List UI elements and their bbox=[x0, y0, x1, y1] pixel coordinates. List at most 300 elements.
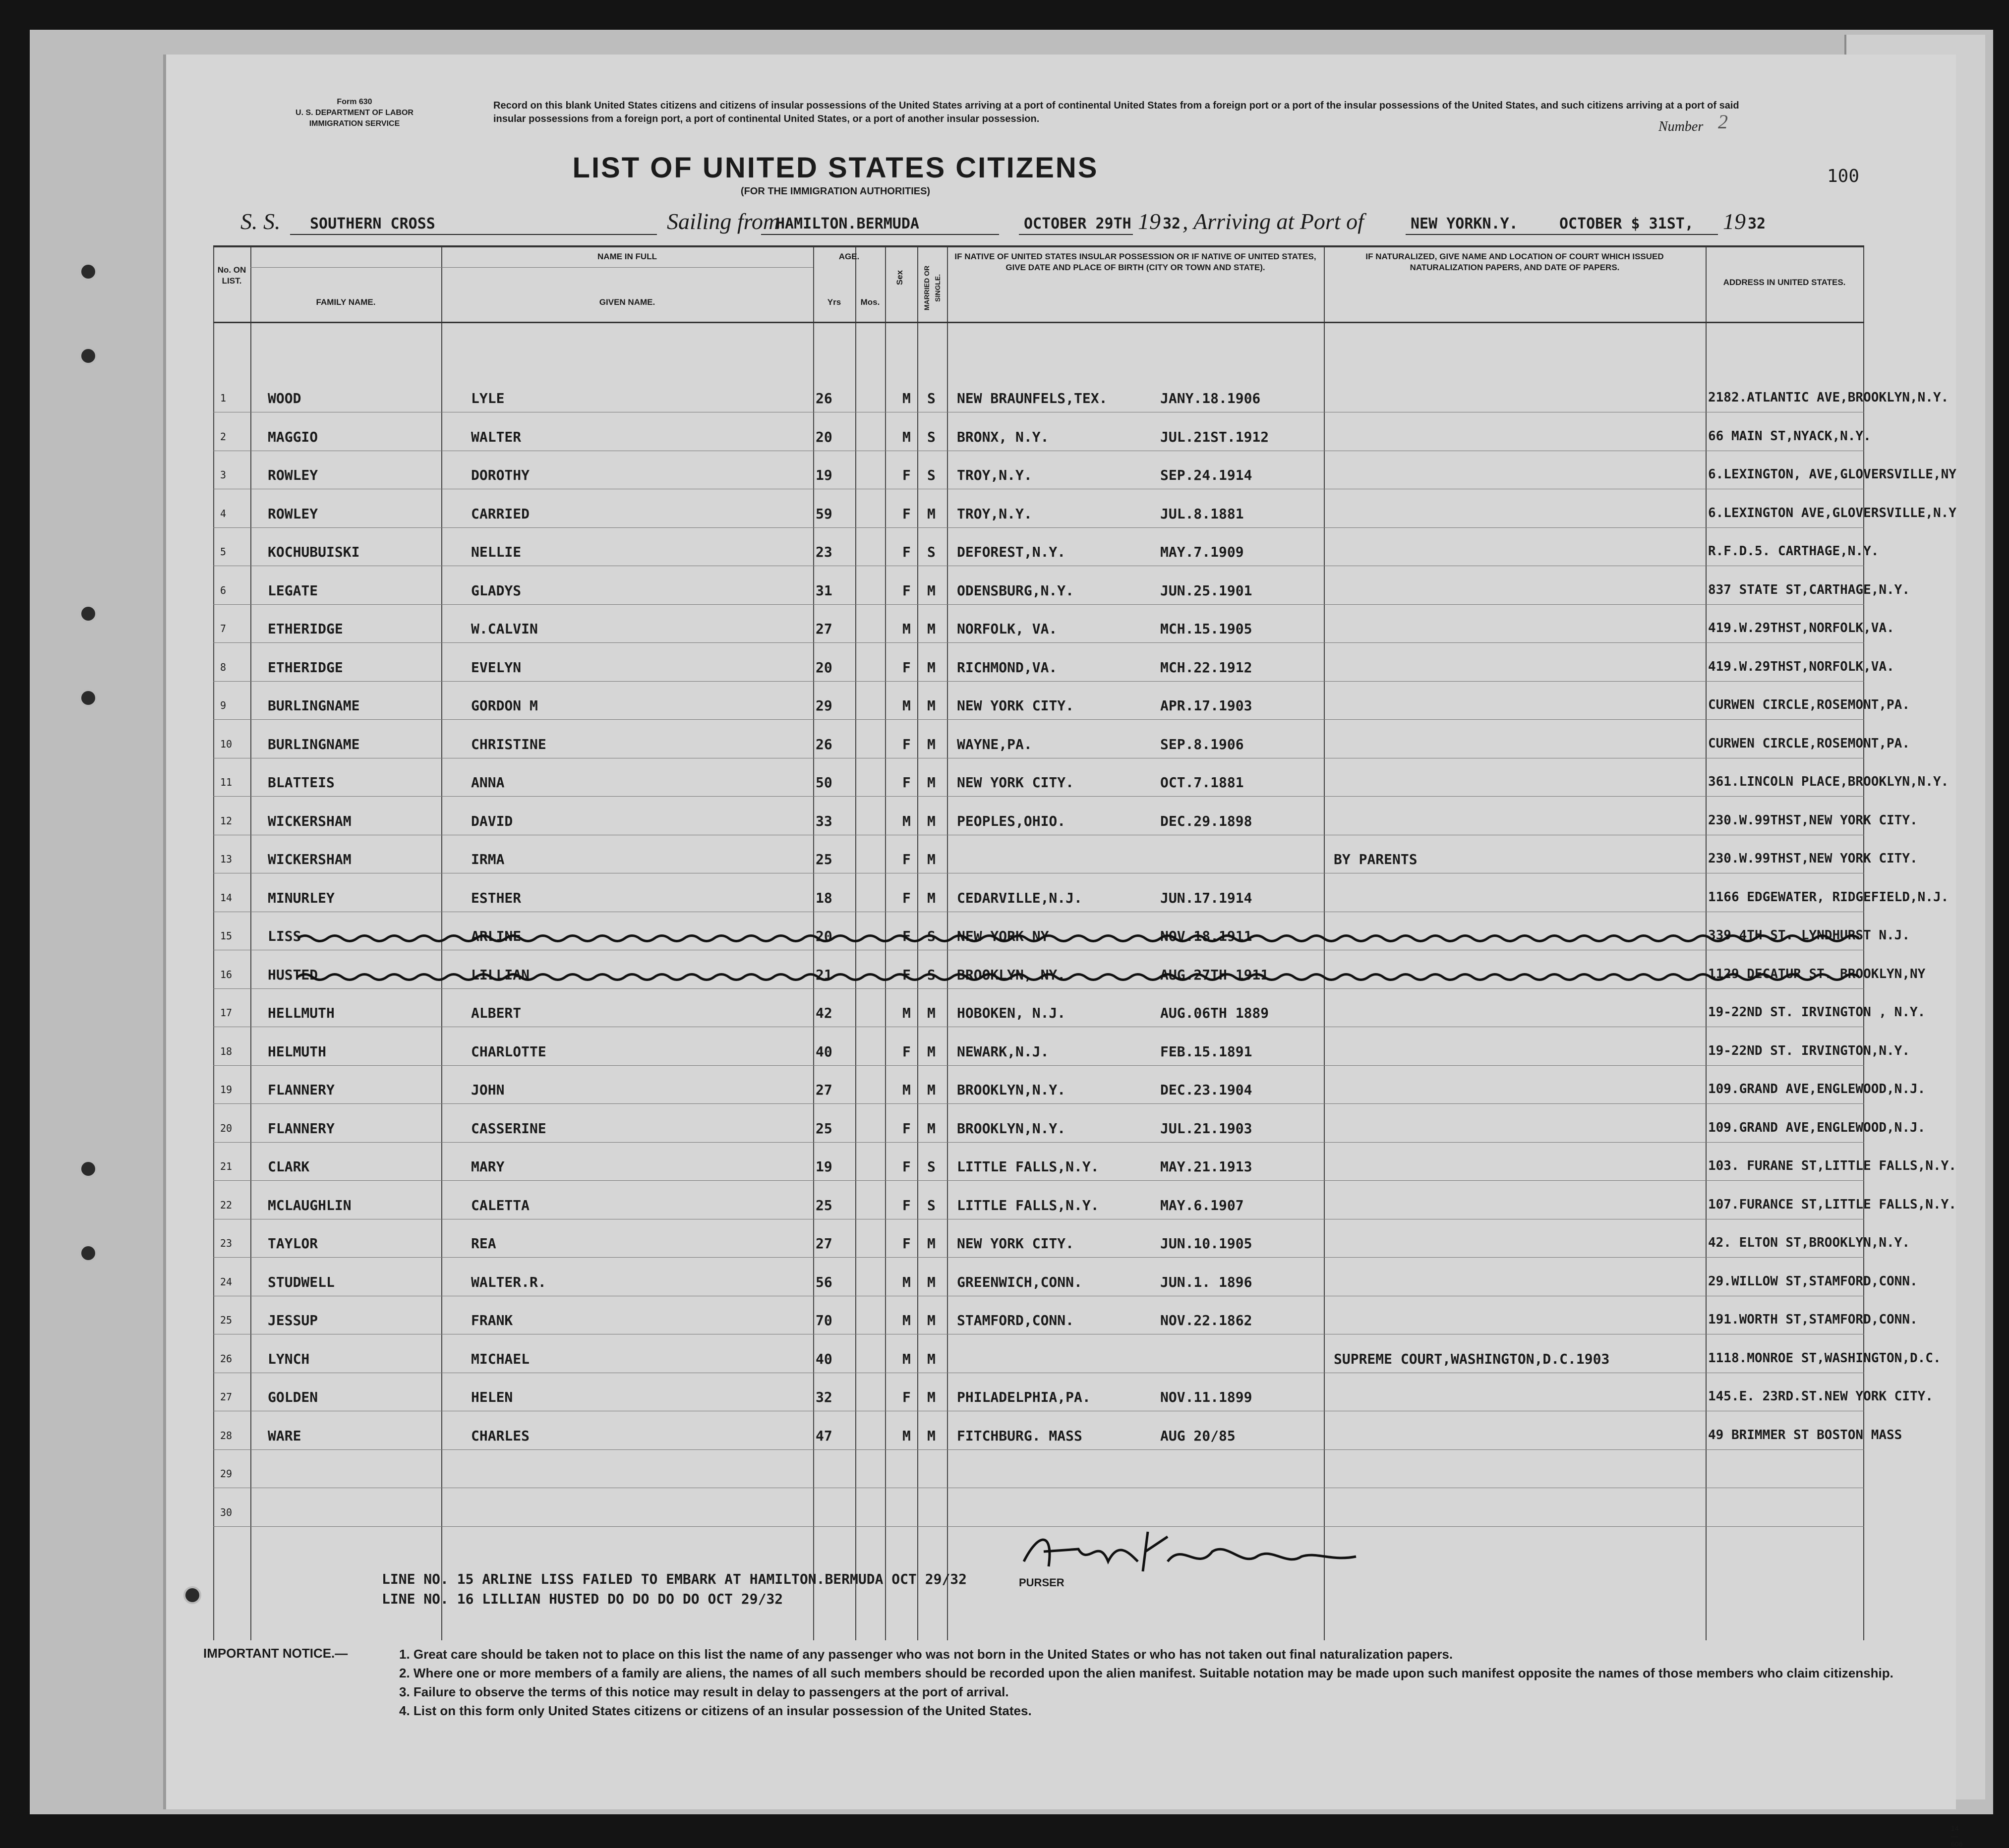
given-name-cell: WALTER bbox=[471, 428, 522, 445]
birth-place-cell: PHILADELPHIA,PA. bbox=[957, 1389, 1091, 1405]
marital-status-cell: S bbox=[927, 428, 936, 445]
us-address-cell: 191.WORTH ST,STAMFORD,CONN. bbox=[1708, 1312, 1918, 1327]
age-years-cell: 20 bbox=[816, 428, 832, 445]
marital-status-cell: S bbox=[927, 966, 936, 983]
sail-year-prefix: 19 bbox=[1138, 209, 1161, 234]
sex-cell: M bbox=[902, 1005, 911, 1021]
arriving-label: , Arriving at Port of bbox=[1182, 209, 1364, 234]
table-row bbox=[213, 1144, 1956, 1180]
family-name-cell: FLANNERY bbox=[268, 1082, 335, 1098]
us-address-cell: 1129 DECATUR ST. BROOKLYN,NY bbox=[1708, 966, 1926, 982]
row-number-cell: 13 bbox=[220, 853, 233, 865]
naturalization-court-cell: BY PARENTS bbox=[1334, 851, 1418, 867]
birth-date-cell: JUN.17.1914 bbox=[1160, 889, 1252, 906]
family-name-cell: CLARK bbox=[268, 1158, 310, 1175]
given-name-cell: GORDON M bbox=[471, 697, 538, 714]
table-row bbox=[213, 1490, 1864, 1526]
sex-cell: F bbox=[902, 889, 911, 906]
given-name-cell: ARLINE bbox=[471, 928, 522, 944]
us-address-cell: 145.E. 23RD.ST.NEW YORK CITY. bbox=[1708, 1389, 1933, 1404]
row-number-cell: 2 bbox=[220, 430, 227, 443]
given-name-cell: LILLIAN bbox=[471, 966, 530, 983]
age-years-cell: 27 bbox=[816, 1235, 832, 1252]
birth-date-cell: AUG.27TH 1911 bbox=[1160, 966, 1269, 983]
given-name-cell: DAVID bbox=[471, 812, 513, 829]
marital-status-cell: S bbox=[927, 544, 936, 560]
birth-place-cell: NEW YORK CITY. bbox=[957, 774, 1074, 791]
family-name-cell: WOOD bbox=[268, 390, 301, 406]
given-name-cell: LYLE bbox=[471, 390, 505, 406]
table-row bbox=[213, 491, 1956, 527]
given-name-cell: ESTHER bbox=[471, 889, 522, 906]
binder-hole bbox=[79, 1244, 97, 1262]
family-name-cell: MINURLEY bbox=[268, 889, 335, 906]
family-name-cell: LYNCH bbox=[268, 1350, 310, 1367]
row-number-cell: 25 bbox=[220, 1314, 233, 1326]
marital-status-cell: M bbox=[927, 851, 936, 867]
sex-cell: M bbox=[902, 1427, 911, 1444]
birth-date-cell: AUG 20/85 bbox=[1160, 1427, 1236, 1444]
strikethrough-line bbox=[297, 972, 1859, 982]
header-name-in-full: NAME IN FULL bbox=[597, 252, 657, 261]
us-address-cell: 109.GRAND AVE,ENGLEWOOD,N.J. bbox=[1708, 1120, 1926, 1135]
sex-cell: F bbox=[902, 1120, 911, 1137]
row-number-cell: 9 bbox=[220, 699, 227, 711]
header-age: AGE. bbox=[838, 252, 860, 261]
binder-hole bbox=[183, 1586, 201, 1604]
birth-date-cell: DEC.23.1904 bbox=[1160, 1082, 1252, 1098]
birth-place-cell: STAMFORD,CONN. bbox=[957, 1312, 1074, 1328]
age-years-cell: 29 bbox=[816, 697, 832, 714]
given-name-cell: CARRIED bbox=[471, 505, 530, 522]
family-name-cell: WARE bbox=[268, 1427, 301, 1444]
sex-cell: F bbox=[902, 1043, 911, 1060]
table-row bbox=[213, 1105, 1926, 1142]
us-address-cell: 339 4TH ST. LYNDHURST N.J. bbox=[1708, 928, 1910, 943]
family-name-cell: ROWLEY bbox=[268, 467, 318, 483]
birth-date-cell: DEC.29.1898 bbox=[1160, 812, 1252, 829]
sex-cell: M bbox=[902, 1082, 911, 1098]
family-name-cell: MCLAUGHLIN bbox=[268, 1197, 352, 1213]
given-name-cell: ANNA bbox=[471, 774, 505, 791]
table-row bbox=[213, 375, 1949, 412]
footer-note-line-16: LINE NO. 16 LILLIAN HUSTED DO DO DO DO OCT 29/32 bbox=[382, 1591, 783, 1607]
birth-date-cell: MAY.21.1913 bbox=[1160, 1158, 1252, 1175]
given-name-cell: CASSERINE bbox=[471, 1120, 546, 1137]
arrival-year: 32 bbox=[1748, 215, 1766, 232]
row-number-cell: 16 bbox=[220, 968, 233, 981]
age-years-cell: 32 bbox=[816, 1389, 832, 1405]
row-number-cell: 28 bbox=[220, 1429, 233, 1442]
row-number-cell: 17 bbox=[220, 1007, 233, 1019]
row-number-cell: 14 bbox=[220, 891, 233, 904]
marital-status-cell: M bbox=[927, 1043, 936, 1060]
number-value: 2 bbox=[1718, 111, 1728, 133]
birth-date-cell: NOV.22.1862 bbox=[1160, 1312, 1252, 1328]
birth-date-cell: JUN.10.1905 bbox=[1160, 1235, 1252, 1252]
binder-hole bbox=[79, 605, 97, 623]
marital-status-cell: M bbox=[927, 1427, 936, 1444]
row-number-cell: 5 bbox=[220, 546, 227, 558]
us-address-cell: 6.LEXINGTON AVE,GLOVERSVILLE,N.Y bbox=[1708, 505, 1956, 520]
given-name-cell: NELLIE bbox=[471, 544, 522, 560]
given-name-cell: JOHN bbox=[471, 1082, 505, 1098]
birth-date-cell: MAY.7.1909 bbox=[1160, 544, 1244, 560]
row-number-cell: 10 bbox=[220, 738, 233, 750]
row-number-cell: 15 bbox=[220, 930, 233, 942]
marital-status-cell: M bbox=[927, 582, 936, 599]
birth-place-cell: LITTLE FALLS,N.Y. bbox=[957, 1158, 1099, 1175]
birth-date-cell: MCH.15.1905 bbox=[1160, 621, 1252, 637]
birth-date-cell: JANY.18.1906 bbox=[1160, 390, 1261, 406]
age-years-cell: 20 bbox=[816, 659, 832, 676]
birth-place-cell: FITCHBURG. MASS bbox=[957, 1427, 1082, 1444]
table-row bbox=[213, 913, 1910, 950]
table-row bbox=[213, 529, 1879, 566]
table-row bbox=[213, 1182, 1956, 1219]
marital-status-cell: M bbox=[927, 697, 936, 714]
given-name-cell: CHARLES bbox=[471, 1427, 530, 1444]
birth-date-cell: NOV.11.1899 bbox=[1160, 1389, 1252, 1405]
marital-status-cell: S bbox=[927, 928, 936, 944]
sex-cell: F bbox=[902, 1197, 911, 1213]
row-number-cell: 7 bbox=[220, 623, 227, 635]
given-name-cell: EVELYN bbox=[471, 659, 522, 676]
binder-hole bbox=[79, 689, 97, 707]
row-number-cell: 27 bbox=[220, 1391, 233, 1403]
notice-item-2: 2. Where one or more members of a family are aliens, the names of all such members should be recorded upon the alien manifest. Suitable notation may be made upon such manifest opposite the names of those members who claim citizenship. bbox=[399, 1666, 1893, 1680]
sex-cell: F bbox=[902, 966, 911, 983]
family-name-cell: STUDWELL bbox=[268, 1273, 335, 1290]
header-number: No. ON LIST. bbox=[217, 265, 246, 286]
marital-status-cell: M bbox=[927, 1005, 936, 1021]
marital-status-cell: M bbox=[927, 736, 936, 752]
purser-signature bbox=[1019, 1522, 1366, 1581]
table-row bbox=[213, 798, 1918, 835]
table-row bbox=[213, 1259, 1918, 1296]
family-name-cell: BURLINGNAME bbox=[268, 697, 360, 714]
marital-status-cell: S bbox=[927, 1158, 936, 1175]
age-years-cell: 21 bbox=[816, 966, 832, 983]
age-years-cell: 27 bbox=[816, 621, 832, 637]
birth-place-cell: NORFOLK, VA. bbox=[957, 621, 1058, 637]
notice-item-3: 3. Failure to observe the terms of this notice may result in delay to passengers at the port of arrival. bbox=[399, 1684, 1009, 1699]
age-years-cell: 23 bbox=[816, 544, 832, 560]
us-address-cell: 419.W.29THST,NORFOLK,VA. bbox=[1708, 659, 1894, 674]
row-number-cell: 23 bbox=[220, 1237, 233, 1249]
arrival-port: NEW YORKN.Y. bbox=[1411, 215, 1518, 232]
sex-cell: M bbox=[902, 1273, 911, 1290]
birth-place-cell: DEFOREST,N.Y. bbox=[957, 544, 1066, 560]
marital-status-cell: M bbox=[927, 621, 936, 637]
birth-place-cell: BROOKLYN,N.Y. bbox=[957, 1120, 1066, 1137]
sex-cell: F bbox=[902, 659, 911, 676]
sailing-label: Sailing from bbox=[667, 209, 780, 234]
table-row bbox=[213, 1029, 1910, 1065]
table-row bbox=[213, 721, 1910, 758]
birth-place-cell: NEW YORK CITY. bbox=[957, 697, 1074, 714]
table-row bbox=[213, 1451, 1864, 1488]
given-name-cell: DOROTHY bbox=[471, 467, 530, 483]
age-years-cell: 70 bbox=[816, 1312, 832, 1328]
family-name-cell: WICKERSHAM bbox=[268, 851, 352, 867]
marital-status-cell: S bbox=[927, 467, 936, 483]
given-name-cell: CHARLOTTE bbox=[471, 1043, 546, 1060]
birth-date-cell: SEP.8.1906 bbox=[1160, 736, 1244, 752]
family-name-cell: LISS bbox=[268, 928, 301, 944]
header-place-of-birth: IF NATIVE OF UNITED STATES INSULAR POSSESSION OR IF NATIVE OF UNITED STATES, GIVE DATE AND PLACE OF BIRTH (CITY OR TOWN AND STATE). bbox=[954, 252, 1316, 272]
row-number-cell: 6 bbox=[220, 584, 227, 596]
birth-place-cell: NEW YORK CITY. bbox=[957, 1235, 1074, 1252]
birth-place-cell: CEDARVILLE,N.J. bbox=[957, 889, 1082, 906]
age-years-cell: 33 bbox=[816, 812, 832, 829]
us-address-cell: 230.W.99THST,NEW YORK CITY. bbox=[1708, 812, 1918, 828]
sex-cell: F bbox=[902, 851, 911, 867]
sex-cell: F bbox=[902, 544, 911, 560]
table-row bbox=[213, 452, 1956, 489]
row-number-cell: 11 bbox=[220, 776, 233, 788]
age-years-cell: 31 bbox=[816, 582, 832, 599]
age-years-cell: 26 bbox=[816, 736, 832, 752]
arrival-year-prefix: 19 bbox=[1723, 209, 1746, 234]
binder-hole bbox=[79, 1160, 97, 1178]
family-name-cell: FLANNERY bbox=[268, 1120, 335, 1137]
us-address-cell: 1166 EDGEWATER, RIDGEFIELD,N.J. bbox=[1708, 889, 1949, 905]
binder-hole bbox=[79, 263, 97, 281]
row-number-cell: 8 bbox=[220, 661, 227, 673]
birth-date-cell: APR.17.1903 bbox=[1160, 697, 1252, 714]
table-row bbox=[213, 414, 1871, 451]
given-name-cell: W.CALVIN bbox=[471, 621, 538, 637]
row-number-cell: 26 bbox=[220, 1352, 233, 1365]
sex-cell: M bbox=[902, 812, 911, 829]
row-number-cell: 22 bbox=[220, 1199, 233, 1211]
us-address-cell: 837 STATE ST,CARTHAGE,N.Y. bbox=[1708, 582, 1910, 597]
table-row bbox=[213, 1336, 1941, 1373]
birth-date-cell: JUN.25.1901 bbox=[1160, 582, 1252, 599]
marital-status-cell: M bbox=[927, 659, 936, 676]
birth-place-cell: RICHMOND,VA. bbox=[957, 659, 1058, 676]
birth-place-cell: NEWARK,N.J. bbox=[957, 1043, 1049, 1060]
age-years-cell: 19 bbox=[816, 1158, 832, 1175]
form-identifier bbox=[236, 97, 473, 129]
sex-cell: F bbox=[902, 582, 911, 599]
us-address-cell: 103. FURANE ST,LITTLE FALLS,N.Y. bbox=[1708, 1158, 1956, 1173]
from-port: HAMILTON.BERMUDA bbox=[776, 215, 919, 232]
passenger-table bbox=[213, 245, 1956, 1640]
family-name-cell: ROWLEY bbox=[268, 505, 318, 522]
given-name-cell: FRANK bbox=[471, 1312, 513, 1328]
family-name-cell: GOLDEN bbox=[268, 1389, 318, 1405]
row-number-cell: 30 bbox=[220, 1506, 233, 1518]
strikethrough-line bbox=[297, 933, 1859, 944]
table-row bbox=[213, 759, 1949, 796]
birth-place-cell: BROOKLYN, NY. bbox=[957, 966, 1066, 983]
marital-status-cell: S bbox=[927, 1197, 936, 1213]
row-number-cell: 19 bbox=[220, 1084, 233, 1096]
row-number-cell: 4 bbox=[220, 507, 227, 520]
table-row bbox=[213, 952, 1926, 988]
us-address-cell: 109.GRAND AVE,ENGLEWOOD,N.J. bbox=[1708, 1082, 1926, 1097]
notice-title: IMPORTANT NOTICE.— bbox=[203, 1646, 348, 1661]
given-name-cell: MICHAEL bbox=[471, 1350, 530, 1367]
us-address-cell: 6.LEXINGTON, AVE,GLOVERSVILLE,NY bbox=[1708, 467, 1956, 482]
birth-date-cell: JUL.21ST.1912 bbox=[1160, 428, 1269, 445]
family-name-cell: LEGATE bbox=[268, 582, 318, 599]
manifest-page bbox=[166, 55, 1963, 1848]
naturalization-court-cell: SUPREME COURT,WASHINGTON,D.C.1903 bbox=[1334, 1350, 1610, 1367]
table-row bbox=[213, 683, 1910, 719]
birth-date-cell: FEB.15.1891 bbox=[1160, 1043, 1252, 1060]
sail-date: OCTOBER 29TH bbox=[1024, 215, 1131, 232]
birth-place-cell: PEOPLES,OHIO. bbox=[957, 812, 1066, 829]
family-name-cell: KOCHUBUISKI bbox=[268, 544, 360, 560]
birth-date-cell: JUL.21.1903 bbox=[1160, 1120, 1252, 1137]
age-years-cell: 18 bbox=[816, 889, 832, 906]
birth-date-cell: JUL.8.1881 bbox=[1160, 505, 1244, 522]
family-name-cell: MAGGIO bbox=[268, 428, 318, 445]
row-number-cell: 18 bbox=[220, 1045, 233, 1057]
marital-status-cell: M bbox=[927, 889, 936, 906]
form-number: Form 630 bbox=[337, 98, 372, 106]
birth-date-cell: MAY.6.1907 bbox=[1160, 1197, 1244, 1213]
ss-label: S. S. bbox=[240, 209, 281, 234]
record-instructions: Record on this blank United States citizens and citizens of insular possessions of the United States arriving at a port of continental United States from a foreign port or a port of the insular possessions of the United States, and such citizens arriving at a port of said insular possessions from a foreign port, a port of continental United States, or a port of another insular possession. bbox=[493, 100, 1739, 124]
sex-cell: M bbox=[902, 1312, 911, 1328]
arrival-date: OCTOBER $ 31ST, bbox=[1559, 215, 1694, 232]
sex-cell: F bbox=[902, 1389, 911, 1405]
age-years-cell: 27 bbox=[816, 1082, 832, 1098]
age-years-cell: 19 bbox=[816, 467, 832, 483]
family-name-cell: JESSUP bbox=[268, 1312, 318, 1328]
birth-place-cell: NEW YORK NY bbox=[957, 928, 1049, 944]
table-row bbox=[213, 606, 1894, 642]
us-address-cell: CURWEN CIRCLE,ROSEMONT,PA. bbox=[1708, 736, 1910, 751]
sail-year: 32 bbox=[1163, 215, 1181, 232]
table-row bbox=[213, 1297, 1918, 1334]
row-number-cell: 21 bbox=[220, 1160, 233, 1172]
row-number-cell: 20 bbox=[220, 1122, 233, 1134]
marital-status-cell: M bbox=[927, 1312, 936, 1328]
sex-cell: F bbox=[902, 1158, 911, 1175]
birth-date-cell: OCT.7.1881 bbox=[1160, 774, 1244, 791]
marital-status-cell: M bbox=[927, 1082, 936, 1098]
birth-place-cell: ODENSBURG,N.Y. bbox=[957, 582, 1074, 599]
header-married-single: MARRIED OR SINGLE. bbox=[923, 265, 942, 311]
birth-date-cell: AUG.06TH 1889 bbox=[1160, 1005, 1269, 1021]
sex-cell: F bbox=[902, 774, 911, 791]
marital-status-cell: M bbox=[927, 1389, 936, 1405]
table-row bbox=[213, 1220, 1910, 1257]
age-years-cell: 50 bbox=[816, 774, 832, 791]
birth-place-cell: HOBOKEN, N.J. bbox=[957, 1005, 1066, 1021]
family-name-cell: HELLMUTH bbox=[268, 1005, 335, 1021]
row-number-cell: 1 bbox=[220, 392, 227, 404]
family-name-cell: WICKERSHAM bbox=[268, 812, 352, 829]
service-name: IMMIGRATION SERVICE bbox=[309, 119, 400, 128]
marital-status-cell: M bbox=[927, 1350, 936, 1367]
marital-status-cell: M bbox=[927, 1120, 936, 1137]
form-code: 14—606 bbox=[1951, 1824, 1963, 1848]
table-row bbox=[213, 990, 1926, 1027]
footer-note-line-15: LINE NO. 15 ARLINE LISS FAILED TO EMBARK AT HAMILTON.BERMUDA OCT 29/32 bbox=[382, 1571, 967, 1587]
table-row bbox=[213, 1067, 1926, 1103]
us-address-cell: 2182.ATLANTIC AVE,BROOKLYN,N.Y. bbox=[1708, 390, 1949, 405]
purser-label: PURSER bbox=[1019, 1576, 1064, 1589]
family-name-cell: HUSTED bbox=[268, 966, 318, 983]
us-address-cell: R.F.D.5. CARTHAGE,N.Y. bbox=[1708, 544, 1879, 559]
header-given-name: GIVEN NAME. bbox=[599, 297, 655, 307]
page-number: 100 bbox=[1827, 166, 1860, 186]
department-name: U. S. DEPARTMENT OF LABOR bbox=[295, 109, 414, 117]
sex-cell: M bbox=[902, 1350, 911, 1367]
age-years-cell: 59 bbox=[816, 505, 832, 522]
given-name-cell: ALBERT bbox=[471, 1005, 522, 1021]
header-months: Mos. bbox=[860, 297, 880, 307]
sex-cell: F bbox=[902, 467, 911, 483]
voyage-line bbox=[240, 208, 1852, 238]
given-name-cell: MARY bbox=[471, 1158, 505, 1175]
table-row bbox=[213, 875, 1949, 912]
marital-status-cell: S bbox=[927, 390, 936, 406]
birth-place-cell: BRONX, N.Y. bbox=[957, 428, 1049, 445]
row-number-cell: 29 bbox=[220, 1468, 233, 1480]
birth-place-cell: BROOKLYN,N.Y. bbox=[957, 1082, 1066, 1098]
table-row bbox=[213, 1374, 1933, 1411]
row-number-cell: 3 bbox=[220, 469, 227, 481]
age-years-cell: 40 bbox=[816, 1350, 832, 1367]
header-sex: Sex bbox=[895, 270, 904, 286]
age-years-cell: 26 bbox=[816, 390, 832, 406]
sex-cell: M bbox=[902, 621, 911, 637]
table-row bbox=[213, 1413, 1902, 1449]
header-address: ADDRESS IN UNITED STATES. bbox=[1723, 278, 1846, 287]
us-address-cell: 1118.MONROE ST,WASHINGTON,D.C. bbox=[1708, 1350, 1941, 1366]
age-years-cell: 25 bbox=[816, 851, 832, 867]
us-address-cell: 42. ELTON ST,BROOKLYN,N.Y. bbox=[1708, 1235, 1910, 1250]
family-name-cell: TAYLOR bbox=[268, 1235, 318, 1252]
row-number-cell: 12 bbox=[220, 814, 233, 827]
sex-cell: F bbox=[902, 736, 911, 752]
page-subtitle: (FOR THE IMMIGRATION AUTHORITIES) bbox=[740, 186, 931, 197]
birth-date-cell: MCH.22.1912 bbox=[1160, 659, 1252, 676]
us-address-cell: 19-22ND ST. IRVINGTON , N.Y. bbox=[1708, 1005, 1926, 1020]
given-name-cell: IRMA bbox=[471, 851, 505, 867]
family-name-cell: BURLINGNAME bbox=[268, 736, 360, 752]
age-years-cell: 47 bbox=[816, 1427, 832, 1444]
notice-item-1: 1. Great care should be taken not to place on this list the name of any passenger who was not born in the United States or who has not taken out final naturalization papers. bbox=[399, 1647, 1453, 1662]
marital-status-cell: M bbox=[927, 812, 936, 829]
given-name-cell: REA bbox=[471, 1235, 496, 1252]
us-address-cell: 419.W.29THST,NORFOLK,VA. bbox=[1708, 621, 1894, 635]
sex-cell: M bbox=[902, 390, 911, 406]
birth-place-cell: TROY,N.Y. bbox=[957, 467, 1032, 483]
number-label: Number bbox=[1658, 119, 1704, 134]
birth-date-cell: NOV.18.1911 bbox=[1160, 928, 1252, 944]
us-address-cell: CURWEN CIRCLE,ROSEMONT,PA. bbox=[1708, 697, 1910, 712]
table-row bbox=[213, 568, 1910, 604]
row-number-cell: 24 bbox=[220, 1275, 233, 1288]
given-name-cell: HELEN bbox=[471, 1389, 513, 1405]
birth-date-cell: JUN.1. 1896 bbox=[1160, 1273, 1252, 1290]
sex-cell: F bbox=[902, 1235, 911, 1252]
family-name-cell: ETHERIDGE bbox=[268, 621, 343, 637]
us-address-cell: 29.WILLOW ST,STAMFORD,CONN. bbox=[1708, 1273, 1918, 1289]
us-address-cell: 361.LINCOLN PLACE,BROOKLYN,N.Y. bbox=[1708, 774, 1949, 789]
header-years: Yrs bbox=[827, 297, 841, 307]
sex-cell: F bbox=[902, 928, 911, 944]
marital-status-cell: M bbox=[927, 505, 936, 522]
